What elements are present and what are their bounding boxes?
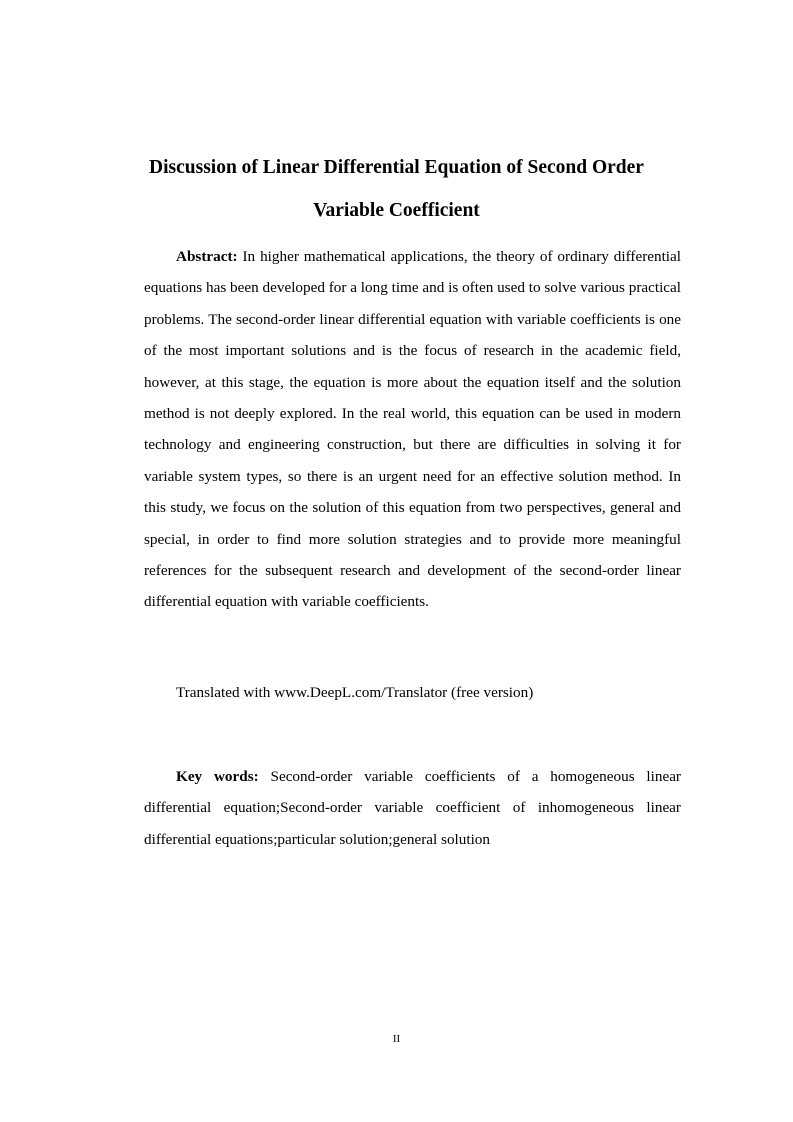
abstract-text: In higher mathematical applications, the theory of ordinary differential equations has been developed for a long time and is often used to solve various practical problems. The second-order linear differential equation with variable coefficients is one of the most important solutions and is the focus of research in the academic field, however, at this stage, the equation is more about the equation itself and the solution method is not deeply explored. In the real world, this equation can be used in modern technology and engineering construction, but there are difficulties in solving it for variable system types, so there is an urgent need for an effective solution method. In this study, we focus on the solution of this equation from two perspectives, general and special, in order to find more solution strategies and to provide more meaningful references for the subsequent research and development of the second-order linear differential equation with variable coefficients. [144, 248, 681, 611]
translation-note: Translated with www.DeepL.com/Translator (free version) [176, 684, 534, 701]
keywords-text: Second-order variable coefficients of a homogeneous linear differential equation;Second-order variable coefficient of inhomogeneous linear differential equations;particular solution;general solution [144, 768, 681, 848]
paper-title-line-1: Discussion of Linear Differential Equation of Second Order [149, 157, 644, 178]
abstract-paragraph [144, 241, 681, 618]
page-number: II [392, 1033, 401, 1045]
keywords-label: Key words: [176, 768, 259, 785]
paper-title-line-2: Variable Coefficient [313, 200, 480, 221]
keywords-paragraph [144, 761, 681, 855]
abstract-label: Abstract: [176, 248, 238, 265]
